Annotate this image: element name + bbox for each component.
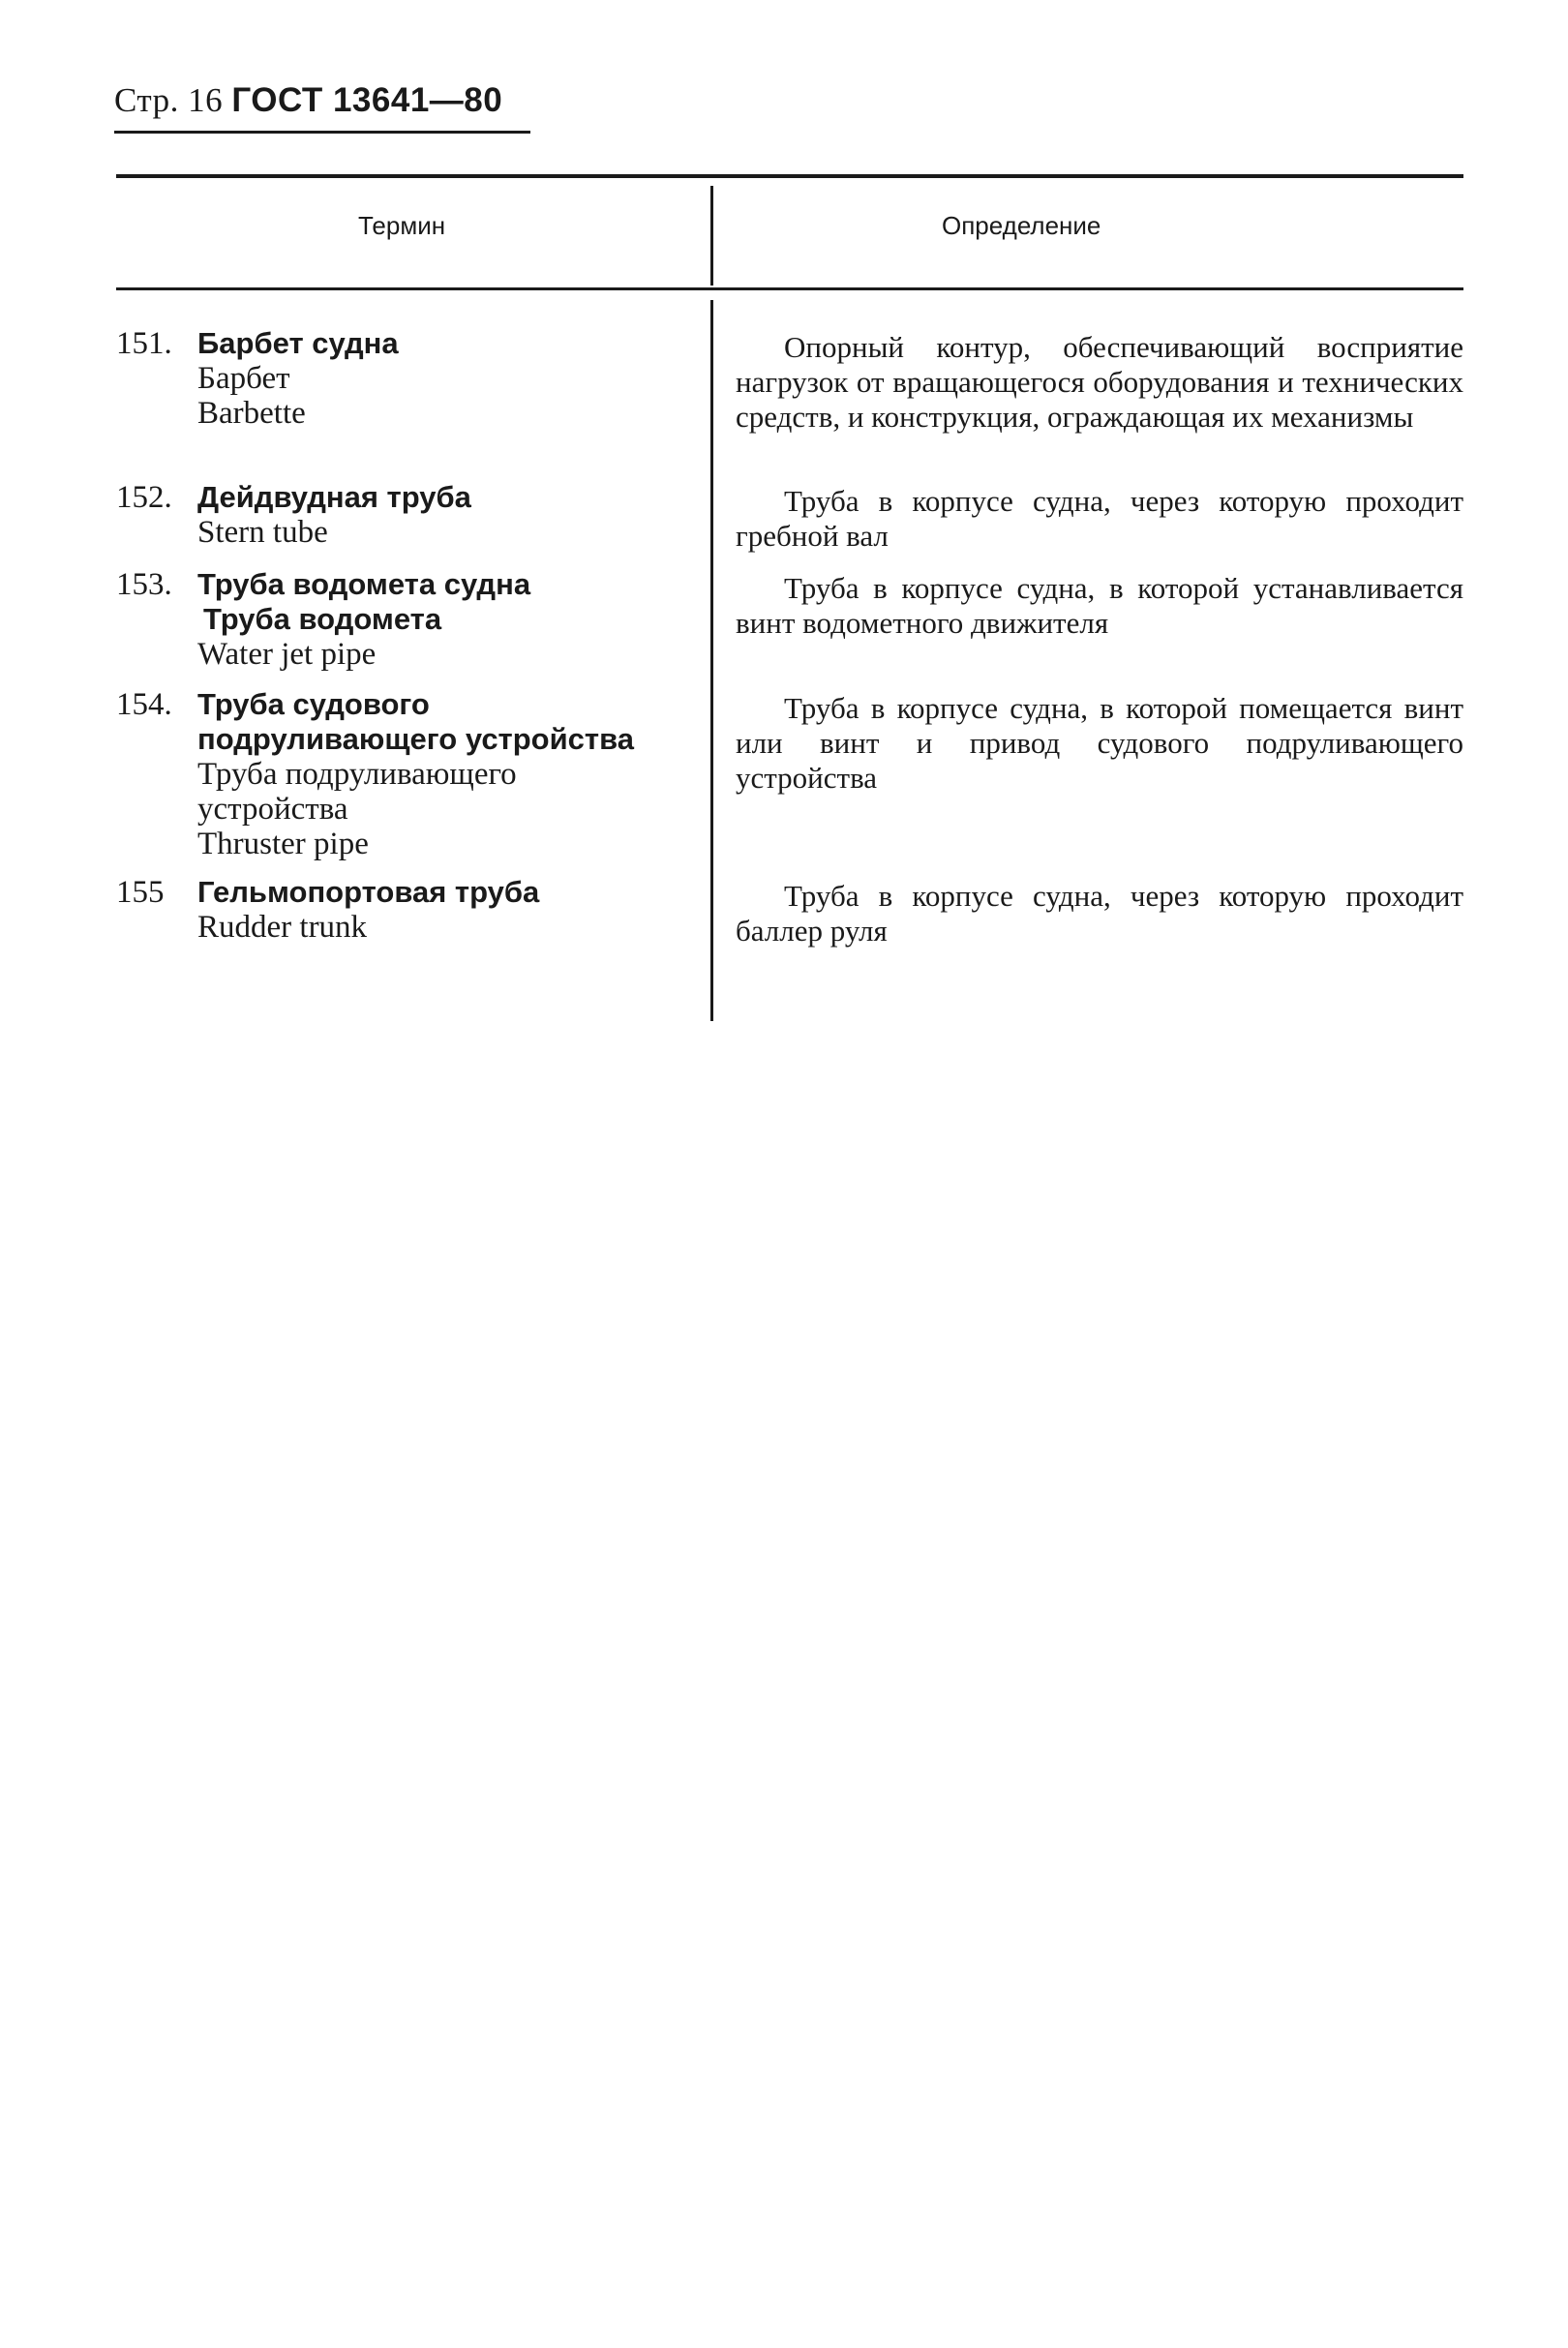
term-name: Труба водомета судна xyxy=(197,567,531,601)
definition-cell xyxy=(736,691,1463,796)
term-number: 153. xyxy=(116,567,172,602)
term-cell xyxy=(116,875,687,945)
definition-text: Труба в корпусе судна, в которой устанавливается винт водометного движителя xyxy=(736,571,1463,640)
term-english: Thruster pipe xyxy=(197,827,369,861)
column-divider-body xyxy=(710,300,713,1021)
definition-cell xyxy=(736,571,1463,641)
term-cell xyxy=(116,480,687,550)
term-number: 154. xyxy=(116,687,172,722)
term-cell xyxy=(116,326,687,431)
definition-cell xyxy=(736,879,1463,948)
term-english: Rudder trunk xyxy=(197,910,368,945)
term-english: Barbette xyxy=(197,396,306,431)
term-synonym: Барбет xyxy=(197,361,290,396)
definition-text: Труба в корпусе судна, в которой помещается винт или винт и привод судового подруливающего устройства xyxy=(736,691,1463,795)
definition-text: Опорный контур, обеспечивающий восприятие нагрузок от вращающегося оборудования и технических средств, и конструкция, ограждающая их механизмы xyxy=(736,330,1463,434)
term-name: Гельмопортовая труба xyxy=(197,875,540,909)
term-synonym: Труба подруливающего устройства xyxy=(197,757,517,827)
definition-text: Труба в корпусе судна, через которую проходит баллер руля xyxy=(736,879,1463,948)
column-header-definition: Определение xyxy=(942,211,1101,240)
term-cell xyxy=(116,687,689,861)
term-english: Stern tube xyxy=(197,515,328,550)
column-divider-header xyxy=(710,186,713,286)
term-number: 155 xyxy=(116,875,165,910)
term-cell xyxy=(116,567,687,672)
standard-number: ГОСТ 13641—80 xyxy=(231,81,503,119)
term-synonym: Труба водомета xyxy=(203,602,442,636)
term-number: 151. xyxy=(116,326,172,361)
term-number: 152. xyxy=(116,480,172,515)
term-name: Барбет судна xyxy=(197,326,399,360)
header-rule xyxy=(114,131,530,134)
definition-cell xyxy=(736,484,1463,554)
term-name: Дейдвудная труба xyxy=(197,480,471,514)
definition-cell xyxy=(736,330,1463,435)
page-label: Стр. 16 xyxy=(114,81,224,119)
term-english: Water jet pipe xyxy=(197,637,377,672)
definition-text: Труба в корпусе судна, через которую проходит гребной вал xyxy=(736,484,1463,553)
table-top-rule xyxy=(116,174,1463,178)
term-name: Труба судового подруливающего устройства xyxy=(197,687,634,756)
table-header-rule xyxy=(116,287,1463,290)
column-header-term: Термин xyxy=(358,211,446,240)
page-header xyxy=(114,81,502,120)
